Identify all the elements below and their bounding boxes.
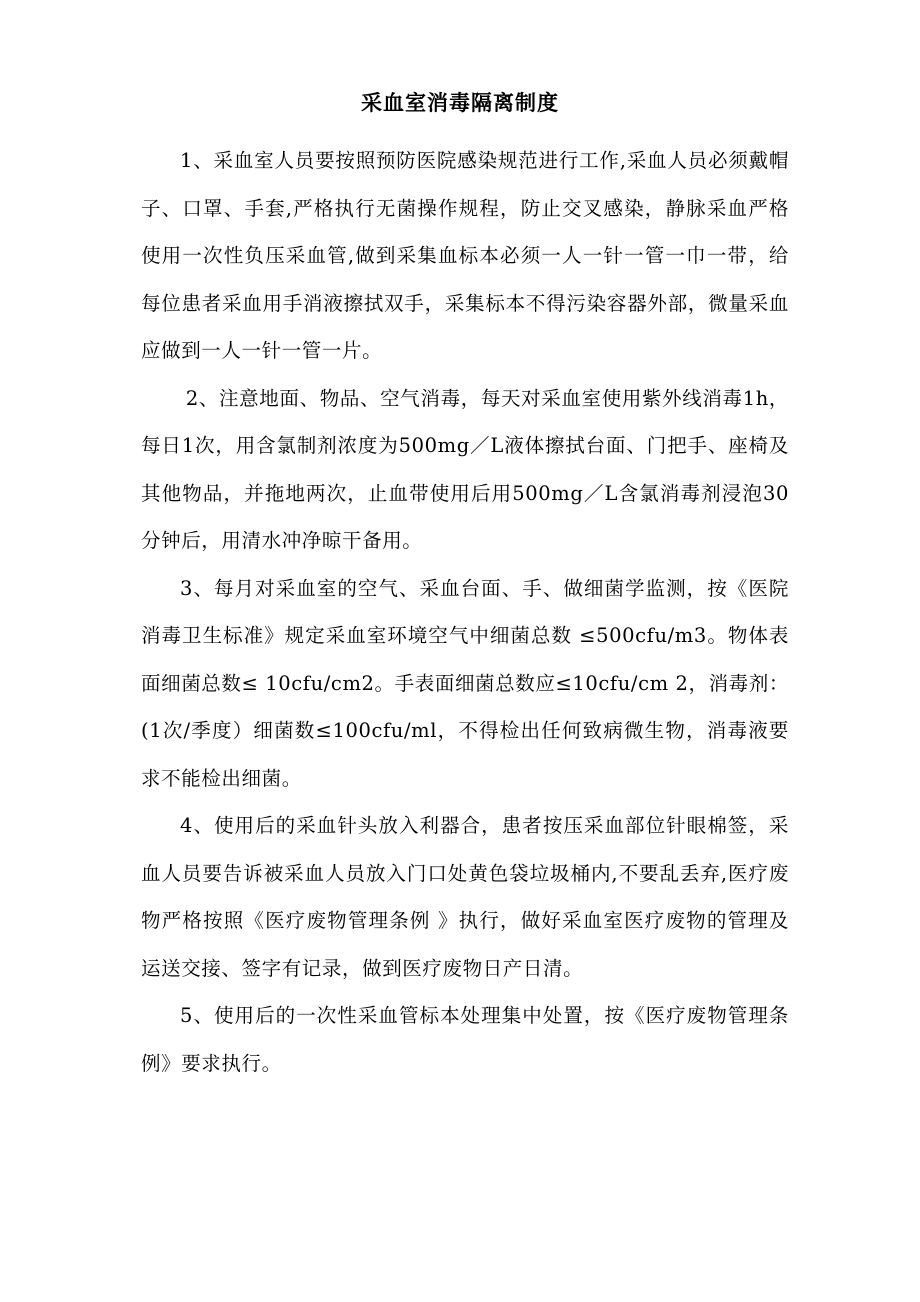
paragraph-2: 2、注意地面、物品、空气消毒，每天对采血室使用紫外线消毒1h，每日1次，用含氯制剂浓度为500mg／L液体擦拭台面、门把手、座椅及其他物品，并拖地两次，止血带使用后用500mg／L含氯消毒剂浸泡30分钟后，用清水冲净晾干备用。 <box>141 386 789 552</box>
paragraph-3: 3、每月对采血室的空气、采血台面、手、做细菌学监测，按《医院消毒卫生标准》规定采血室环境空气中细菌总数 ≤500cfu/m3。物体表面细菌总数≤ 10cfu/cm2。手表面细菌总数应≤10cfu/cm 2，消毒剂：(1次/季度）细菌数≤100cfu/ml，不得检出任何致病微生物，消毒液要求不能检出细菌。 <box>141 576 789 790</box>
paragraph-4: 4、使用后的采血针头放入利器合，患者按压采血部位针眼棉签，采血人员要告诉被采血人员放入门口处黄色袋垃圾桶内,不要乱丢弃,医疗废物严格按照《医疗废物管理条例 》执行，做好采血室医疗废物的管理及运送交接、签字有记录，做到医疗废物日产日清。 <box>141 814 789 980</box>
paragraph-5: 5、使用后的一次性采血管标本处理集中处置，按《医疗废物管理条例》要求执行。 <box>141 1004 789 1075</box>
document-title: 采血室消毒隔离制度 <box>361 91 559 115</box>
paragraph-1: 1、采血室人员要按照预防医院感染规范进行工作,采血人员必须戴帽子、口罩、手套,严格执行无菌操作规程，防止交叉感染，静脉采血严格使用一次性负压采血管,做到采集血标本必须一人一针一管一巾一带，给每位患者采血用手消液擦拭双手，采集标本不得污染容器外部，微量采血应做到一人一针一管一片。 <box>141 149 789 362</box>
document-body <box>141 137 789 1087</box>
